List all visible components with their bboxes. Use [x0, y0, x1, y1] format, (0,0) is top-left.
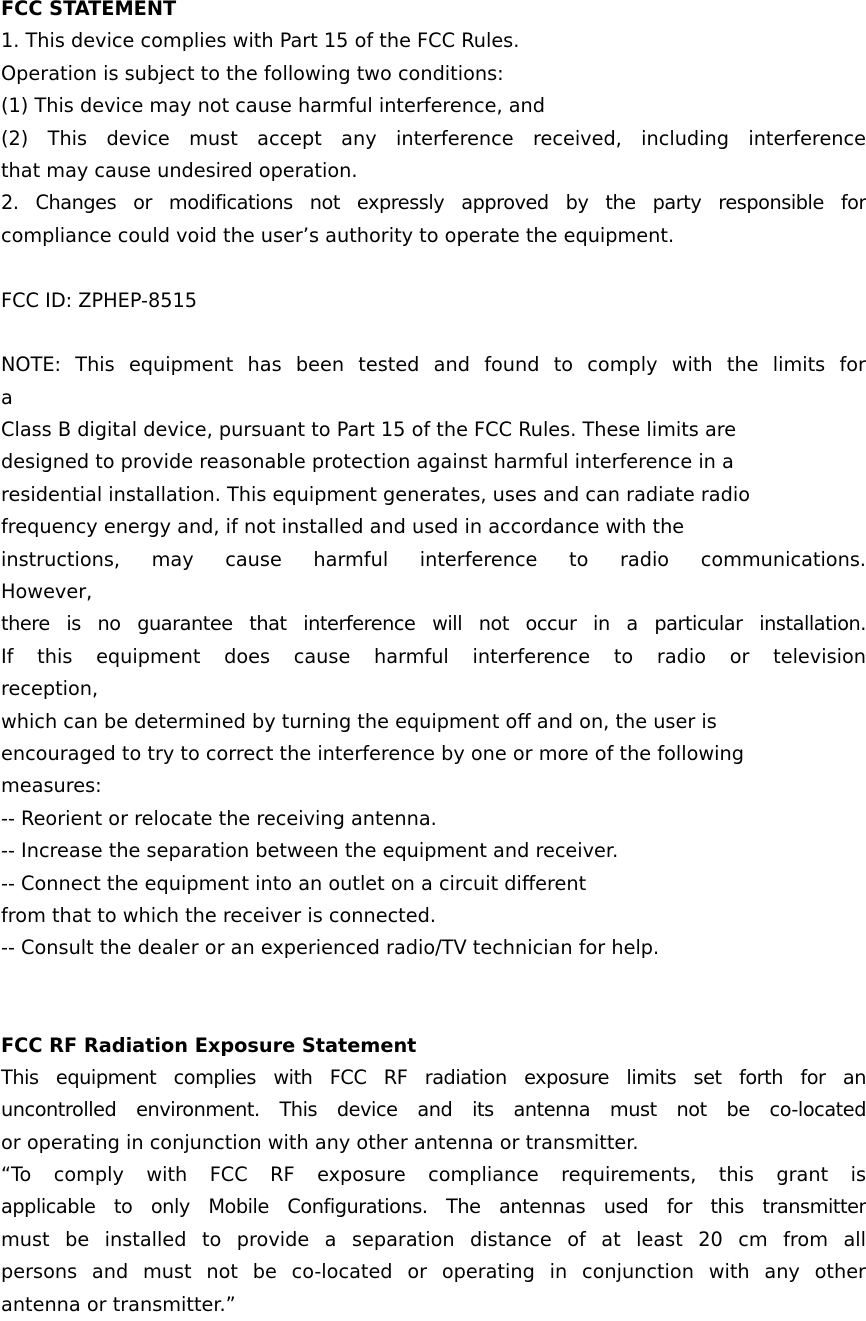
text-line: persons and must not be co-located or operating in conjunction with any other [1, 1260, 866, 1284]
section-heading: FCC RF Radiation Exposure Statement [1, 1033, 417, 1057]
text-line: -- Reorient or relocate the receiving antenna. [1, 806, 437, 830]
text-line: frequency energy and, if not installed and used in accordance with the [1, 515, 685, 539]
text-line: instructions, may cause harmful interference to radio communications. [1, 547, 866, 571]
text-line: uncontrolled environment. This device and its antenna must not be co-located [1, 1098, 866, 1122]
text-line: (2) This device must accept any interference received, including interference [1, 126, 866, 150]
text-line: which can be determined by turning the equipment off and on, the user is [1, 709, 717, 733]
text-line: there is no guarantee that interference will not occur in a particular installation. [1, 612, 866, 636]
text-line: -- Increase the separation between the equipment and receiver. [1, 839, 619, 863]
text-line: measures: [1, 774, 102, 798]
text-line: or operating in conjunction with any other antenna or transmitter. [1, 1130, 639, 1154]
text-line: designed to provide reasonable protection against harmful interference in a [1, 450, 734, 474]
text-line: encouraged to try to correct the interference by one or more of the following [1, 741, 744, 765]
text-line: from that to which the receiver is connected. [1, 903, 436, 927]
text-line: FCC ID: ZPHEP-8515 [1, 288, 198, 312]
text-line: -- Connect the equipment into an outlet on a circuit different [1, 871, 587, 895]
blank-line [1, 965, 866, 997]
text-line: -- Consult the dealer or an experienced radio/TV technician for help. [1, 936, 660, 960]
text-line: applicable to only Mobile Configurations. The antennas used for this transmitter [1, 1195, 866, 1219]
text-line: compliance could void the user’s authority to operate the equipment. [1, 223, 675, 247]
text-line: 2. Changes or modifications not expressly approved by the party responsible for [1, 191, 866, 215]
text-line: This equipment complies with FCC RF radiation exposure limits set forth for an [1, 1065, 866, 1089]
text-line: If this equipment does cause harmful interference to radio or television [1, 644, 866, 668]
text-line: However, [1, 580, 93, 604]
text-line: that may cause undesired operation. [1, 158, 358, 182]
blank-line [1, 317, 866, 349]
fcc-statement-document [1, 0, 866, 1321]
text-line: NOTE: This equipment has been tested and found to comply with the limits for [1, 353, 866, 377]
section-heading: FCC STATEMENT [1, 0, 177, 20]
text-line: (1) This device may not cause harmful interference, and [1, 94, 546, 118]
text-line: antenna or transmitter.” [1, 1292, 236, 1316]
text-line: reception, [1, 677, 99, 701]
text-line: residential installation. This equipment generates, uses and can radiate radio [1, 482, 750, 506]
text-line: must be installed to provide a separation distance of at least 20 cm from all [1, 1227, 866, 1251]
blank-line [1, 252, 866, 284]
text-line: “To comply with FCC RF exposure compliance requirements, this grant is [1, 1163, 866, 1187]
text-line: 1. This device complies with Part 15 of the FCC Rules. [1, 29, 520, 53]
text-line: Operation is subject to the following two conditions: [1, 61, 504, 85]
text-line: a [1, 385, 13, 409]
text-line: Class B digital device, pursuant to Part 15 of the FCC Rules. These limits are [1, 418, 737, 442]
blank-line [1, 997, 866, 1029]
